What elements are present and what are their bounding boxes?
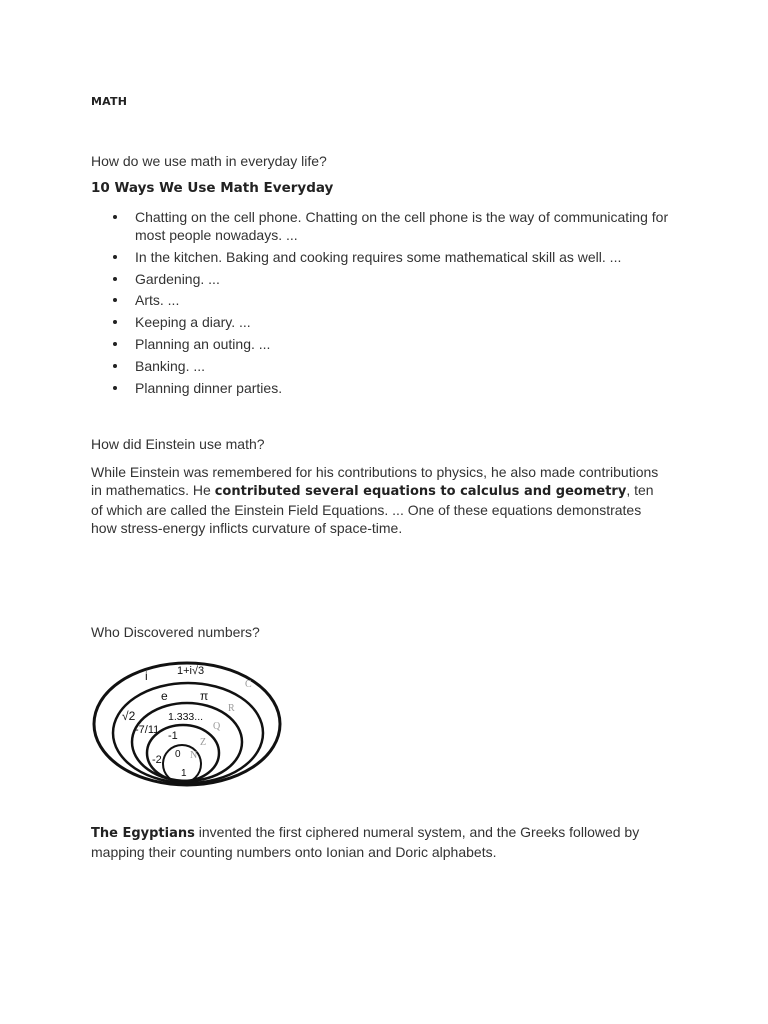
question-everyday-math: How do we use math in everyday life? bbox=[91, 153, 327, 169]
bullet-icon bbox=[113, 342, 117, 346]
label-1-333: 1.333... bbox=[168, 711, 204, 723]
bullet-icon bbox=[113, 386, 117, 390]
label-neg-2: -2 bbox=[152, 754, 162, 766]
bullet-icon bbox=[113, 320, 117, 324]
list-heading: 10 Ways We Use Math Everyday bbox=[91, 180, 334, 196]
bullet-icon bbox=[113, 215, 117, 219]
list-item: Planning an outing. ... bbox=[113, 335, 673, 353]
label-set-r: R bbox=[228, 703, 235, 714]
bullet-icon bbox=[113, 277, 117, 281]
label-zero: 0 bbox=[175, 749, 181, 760]
document-title: MATH bbox=[91, 95, 128, 108]
label-one-plus-i-sqrt3: 1+i√3 bbox=[177, 665, 205, 677]
list-item: Arts. ... bbox=[113, 291, 673, 309]
list-item: Planning dinner parties. bbox=[113, 379, 673, 397]
label-sqrt2: √2 bbox=[122, 709, 136, 723]
einstein-paragraph: While Einstein was remembered for his contributions to physics, he also made contributions in mathematics. He contributed several equations to calculus and geometry, ten of which are called the Einstein Field Equations. ... One of these equations demonstrates how stress-energy inflicts curvature of space-time. bbox=[91, 464, 659, 536]
bullet-icon bbox=[113, 255, 117, 259]
label-set-q: Q bbox=[213, 721, 221, 732]
list-item: Banking. ... bbox=[113, 357, 673, 375]
list-item: Chatting on the cell phone. Chatting on the cell phone is the way of communicating for most people nowadays. ... bbox=[113, 208, 673, 244]
bullet-icon bbox=[113, 298, 117, 302]
label-set-n: N bbox=[190, 750, 198, 761]
number-sets-diagram bbox=[88, 656, 288, 796]
einstein-bold-phrase: contributed several equations to calculus and geometry bbox=[214, 484, 627, 499]
question-numbers: Who Discovered numbers? bbox=[91, 624, 260, 640]
list-item: Gardening. ... bbox=[113, 270, 673, 288]
egyptians-bold-phrase: The Egyptians bbox=[91, 826, 195, 841]
label-i: i bbox=[145, 669, 148, 683]
bullet-icon bbox=[113, 364, 117, 368]
ways-list bbox=[113, 208, 673, 400]
label-pi: π bbox=[200, 689, 209, 703]
list-item: In the kitchen. Baking and cooking requires some mathematical skill as well. ... bbox=[113, 248, 673, 266]
label-e: e bbox=[161, 689, 168, 703]
label-one: 1 bbox=[181, 768, 187, 779]
label-neg-1: -1 bbox=[168, 730, 178, 742]
label-neg-7-11: -7/11 bbox=[135, 724, 160, 736]
label-set-c: C bbox=[245, 679, 252, 690]
egyptians-paragraph: The Egyptians invented the first ciphered numeral system, and the Greeks followed by mapping their counting numbers onto Ionian and Doric alphabets. bbox=[91, 824, 640, 860]
list-item: Keeping a diary. ... bbox=[113, 313, 673, 331]
question-einstein: How did Einstein use math? bbox=[91, 436, 265, 452]
label-set-z: Z bbox=[200, 737, 207, 748]
